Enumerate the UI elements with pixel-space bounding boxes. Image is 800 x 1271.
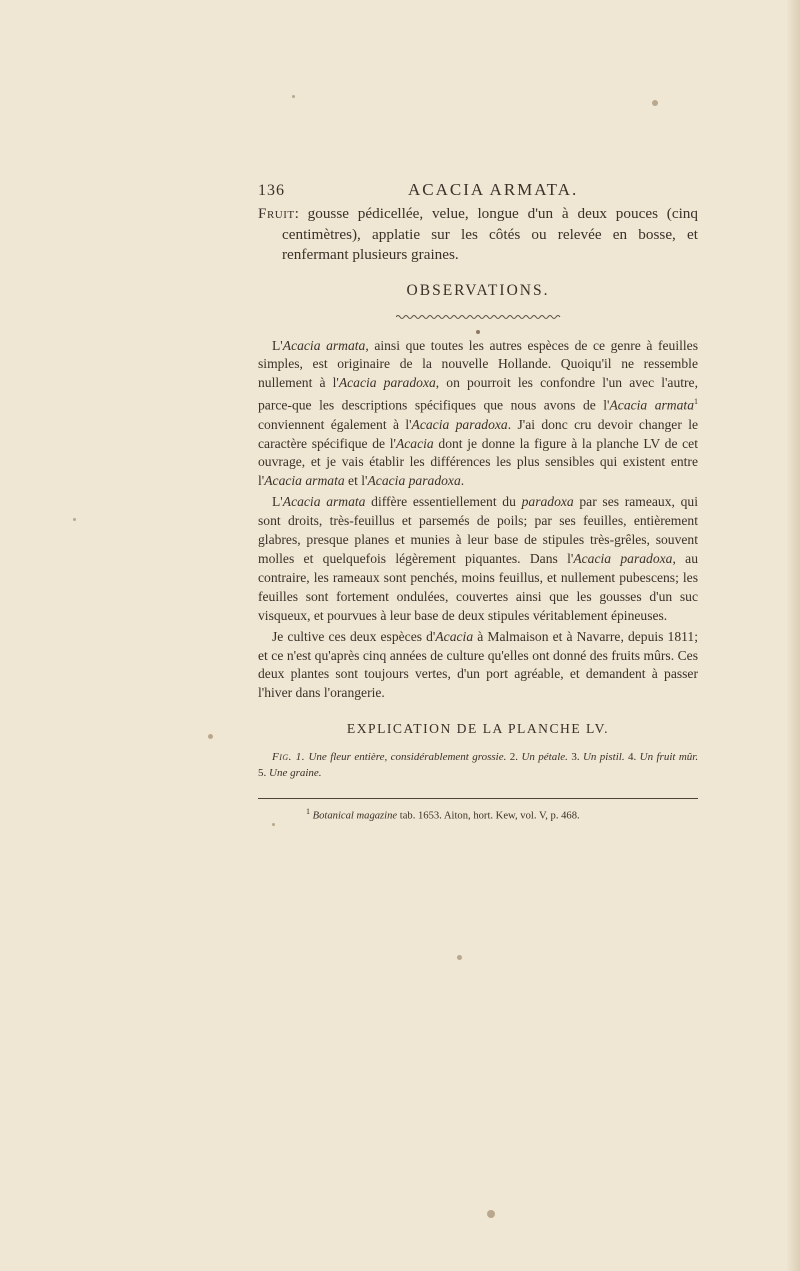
- running-header: [258, 180, 698, 202]
- fruit-label: Fruit: [258, 205, 295, 222]
- paper-speck: [652, 100, 658, 106]
- footnote: $^1$ Botanical magazine tab. 1653. Aiton, hort. Kew, vol. V, p. 468.: [306, 807, 580, 822]
- wavy-divider: [396, 314, 561, 320]
- figure-legend: Fig. 1. Une fleur entière, considérablement grossie. 2. Un pétale. 3. Un pistil. 4. Un fruit mûr. 5. Une graine.: [258, 751, 699, 780]
- paper-speck: [272, 823, 275, 826]
- fruit-text: : gousse pédicellée, velue, longue d'un à deux pouces (cinq centimètres), applatie sur les côtés ou relevée en bosse, et renfermant plusieurs graines.: [282, 205, 698, 263]
- paper-speck: [208, 734, 213, 739]
- paper-speck: [73, 518, 76, 521]
- explication-heading: EXPLICATION DE LA PLANCHE LV.: [346, 721, 610, 737]
- ornament-dot: [476, 330, 480, 334]
- page-edge: [786, 0, 800, 1271]
- observations-heading: OBSERVATIONS.: [406, 281, 550, 299]
- footnote-divider: [258, 798, 698, 799]
- running-title: ACACIA ARMATA.: [408, 180, 579, 199]
- footnote-reference: 1: [694, 397, 698, 407]
- page-number: 136: [258, 182, 285, 199]
- observations-paragraph-3: Je cultive ces deux espèces d'Acacia à Malmaison et à Navarre, depuis 1811; et ce n'est qu'après cinq années de culture qu'elles ont donné des fruits mûrs. Ces deux plantes sont toujours vertes, d'un port agréable, et demandent à passer l'hiver dans l'orangerie.: [258, 628, 698, 701]
- page-text: [258, 180, 698, 822]
- observations-paragraph-2: L'Acacia armata diffère essentiellement du paradoxa par ses rameaux, qui sont droits, très-feuillus et parsemés de poils; par ses feuilles, entièrement glabres, presque planes et munies à leur base de stipules très-grêles, souvent molles et quelquefois légèrement piquantes. Dans l'Acacia paradoxa, au contraire, les rameaux sont penchés, moins feuillus, et nullement pubescens; les feuilles sont fortement ondulées, couvertes ainsi que les gousses d'un suc visqueux, et pourvues à leur base de deux stipules véritablement épineuses.: [258, 494, 698, 623]
- observations-paragraph-1: L'Acacia armata, ainsi que toutes les autres espèces de ce genre à feuilles simples, est originaire de la nouvelle Hollande. Quoiqu'il ne ressemble nullement à l'Acacia paradoxa, on pourroit les confondre l'un avec l'autre, parce-que les descriptions spécifiques que nous avons de l'Acacia armata$^1$ conviennent également à l'Acacia paradoxa. J'ai donc cru devoir changer le caractère spécifique de l'Acacia dont je donne la figure à la planche LV de cet ouvrage, et je vais établir les différences les plus sensibles qui existent entre l'Acacia armata et l'Acacia paradoxa.: [258, 337, 698, 489]
- paper-speck: [292, 95, 295, 98]
- paper-speck: [457, 955, 462, 960]
- paper-speck: [487, 1210, 495, 1218]
- fruit-description: [258, 204, 698, 266]
